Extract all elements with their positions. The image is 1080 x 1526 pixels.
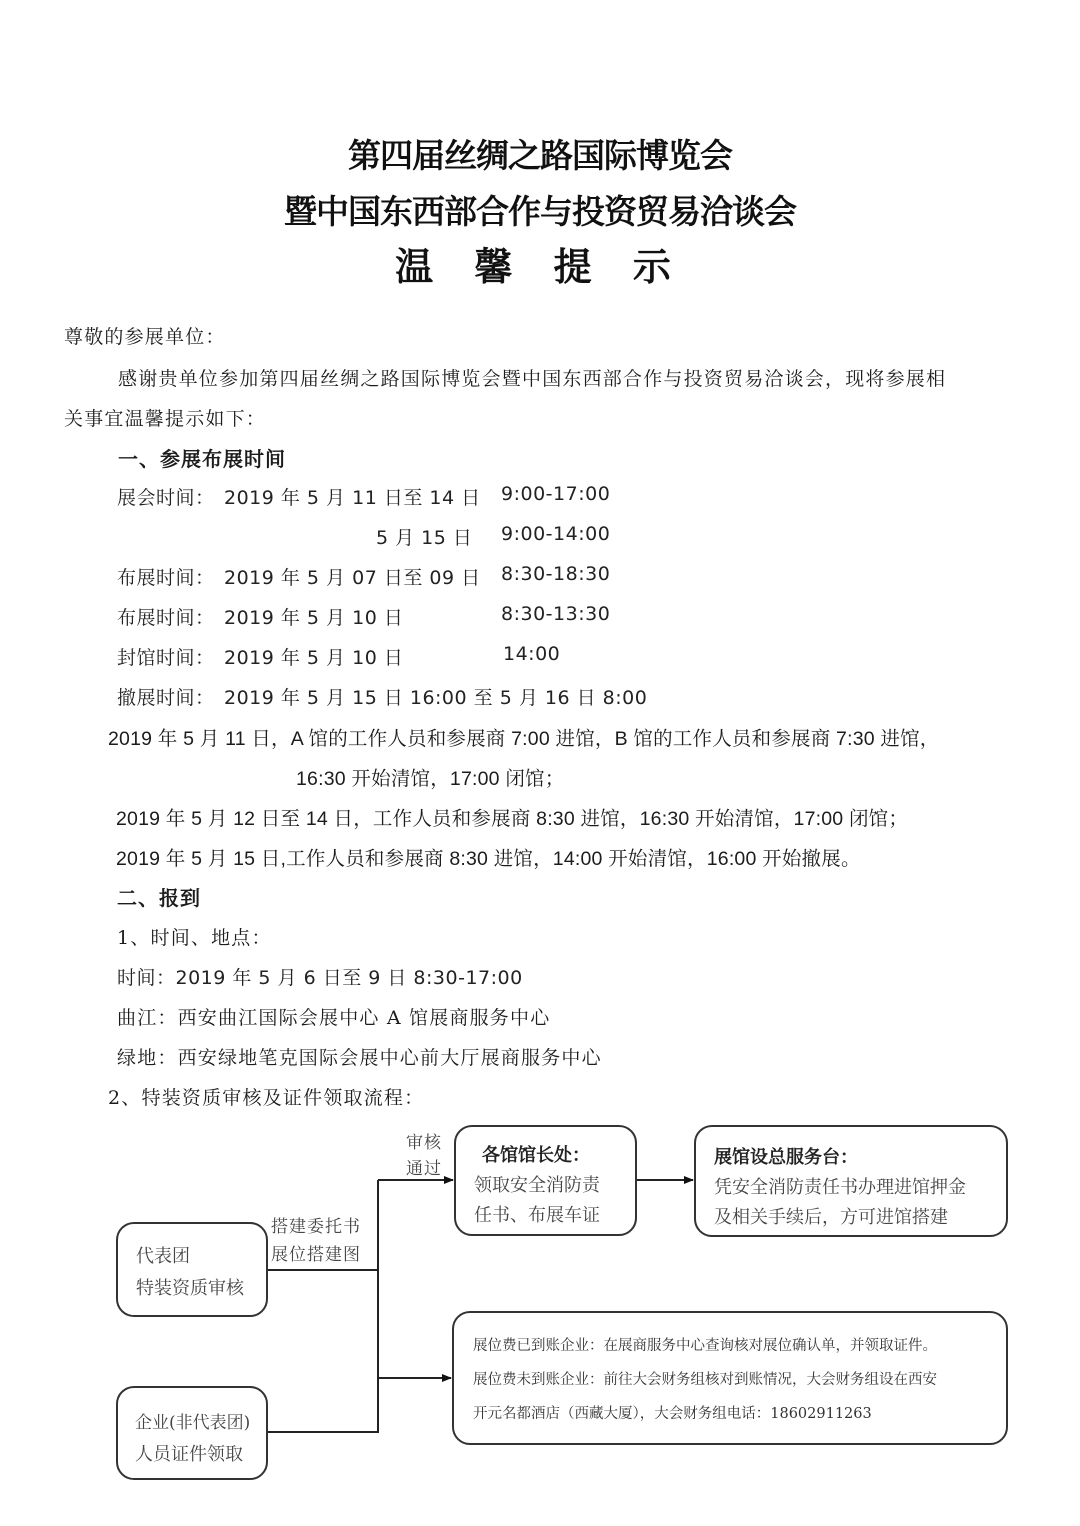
schedule-date: 2019 年 5 月 10 日 <box>224 647 404 669</box>
box-enterprise-line2: 人员证件领取 <box>135 1444 243 1465</box>
salutation: 尊敬的参展单位： <box>64 326 226 348</box>
schedule-date: 2019 年 5 月 11 日至 14 日 <box>224 487 481 509</box>
box-delegation-line2: 特装资质审核 <box>136 1278 244 1299</box>
label-approved-line2: 通过 <box>406 1159 442 1179</box>
schedule-time: 8:30-18:30 <box>501 563 611 585</box>
box-service-desk-line1: 凭安全消防责任书办理进馆押金 <box>714 1177 966 1198</box>
registration-time: 时间：2019 年 5 月 6 日至 9 日 8:30-17:00 <box>117 967 523 989</box>
flow-box-enterprise <box>116 1386 268 1480</box>
schedule-time: 9:00-14:00 <box>501 523 611 545</box>
schedule-date: 2019 年 5 月 10 日 <box>224 607 404 629</box>
label-docs-line1: 搭建委托书 <box>271 1217 361 1237</box>
entry-note: 16:30 开始清馆，17:00 闭馆； <box>296 768 565 790</box>
intro-paragraph-line2: 关事宜温馨提示如下： <box>64 408 267 430</box>
flow-box-service-desk <box>694 1125 1008 1237</box>
section2-sub2: 2、特装资质审核及证件领取流程： <box>108 1087 425 1109</box>
schedule-label: 展会时间： <box>117 487 215 509</box>
box-service-desk-line2: 及相关手续后，方可进馆搭建 <box>714 1207 948 1228</box>
section1-heading: 一、参展布展时间 <box>118 447 286 471</box>
schedule-date: 2019 年 5 月 07 日至 09 日 <box>224 567 481 589</box>
schedule-time: 8:30-13:30 <box>501 603 611 625</box>
box-fees-line1: 展位费已到账企业：在展商服务中心查询核对展位确认单，并领取证件。 <box>473 1338 937 1354</box>
section2-heading: 二、报到 <box>117 886 201 910</box>
schedule-label: 封馆时间： <box>117 647 215 669</box>
schedule-time: 9:00-17:00 <box>501 483 611 505</box>
doc-title-line1: 第四届丝绸之路国际博览会 <box>348 136 732 175</box>
registration-qujiang: 曲江：西安曲江国际会展中心 A 馆展商服务中心 <box>117 1007 551 1029</box>
box-enterprise-line1: 企业(非代表团) <box>135 1413 251 1433</box>
schedule-label: 撤展时间： <box>117 687 215 709</box>
entry-note: 2019 年 5 月 15 日,工作人员和参展商 8:30 进馆，14:00 开始清馆，16:00 开始撤展。 <box>116 848 861 870</box>
schedule-date: 5 月 15 日 <box>376 527 473 549</box>
box-hall-manager-title: 各馆馆长处： <box>482 1145 590 1166</box>
label-approved-line1: 审核 <box>406 1133 442 1153</box>
box-fees-line3: 开元名都酒店（西藏大厦），大会财务组电话：18602911263 <box>473 1406 872 1422</box>
section2-sub1: 1、时间、地点： <box>117 927 272 949</box>
doc-title-notice: 温 馨 提 示 <box>395 244 685 289</box>
box-delegation-line1: 代表团 <box>136 1246 190 1267</box>
schedule-time: 14:00 <box>503 643 561 665</box>
schedule-label: 布展时间： <box>117 607 215 629</box>
box-service-desk-title: 展馆设总服务台： <box>714 1147 858 1168</box>
flow-box-delegation <box>116 1222 268 1317</box>
intro-paragraph-line1: 感谢贵单位参加第四届丝绸之路国际博览会暨中国东西部合作与投资贸易洽谈会，现将参展相 <box>118 368 947 390</box>
box-fees-line2: 展位费未到账企业：前往大会财务组核对到账情况，大会财务组设在西安 <box>473 1372 937 1388</box>
doc-title-line2: 暨中国东西部合作与投资贸易洽谈会 <box>284 192 796 231</box>
box-hall-manager-line1: 领取安全消防责 <box>474 1175 600 1196</box>
schedule-date: 2019 年 5 月 15 日 16:00 至 5 月 16 日 8:00 <box>224 687 648 709</box>
flow-box-hall-manager <box>454 1125 637 1236</box>
registration-lvdi: 绿地：西安绿地笔克国际会展中心前大厅展商服务中心 <box>117 1047 602 1069</box>
schedule-label: 布展时间： <box>117 567 215 589</box>
box-hall-manager-line2: 任书、布展车证 <box>474 1205 600 1226</box>
entry-note: 2019 年 5 月 12 日至 14 日，工作人员和参展商 8:30 进馆，16:30 开始清馆，17:00 闭馆； <box>116 808 909 830</box>
flow-box-fees <box>452 1311 1008 1445</box>
label-docs-line2: 展位搭建图 <box>271 1245 361 1265</box>
entry-note: 2019 年 5 月 11 日，A 馆的工作人员和参展商 7:00 进馆，B 馆的工作人员和参展商 7:30 进馆， <box>108 728 940 750</box>
